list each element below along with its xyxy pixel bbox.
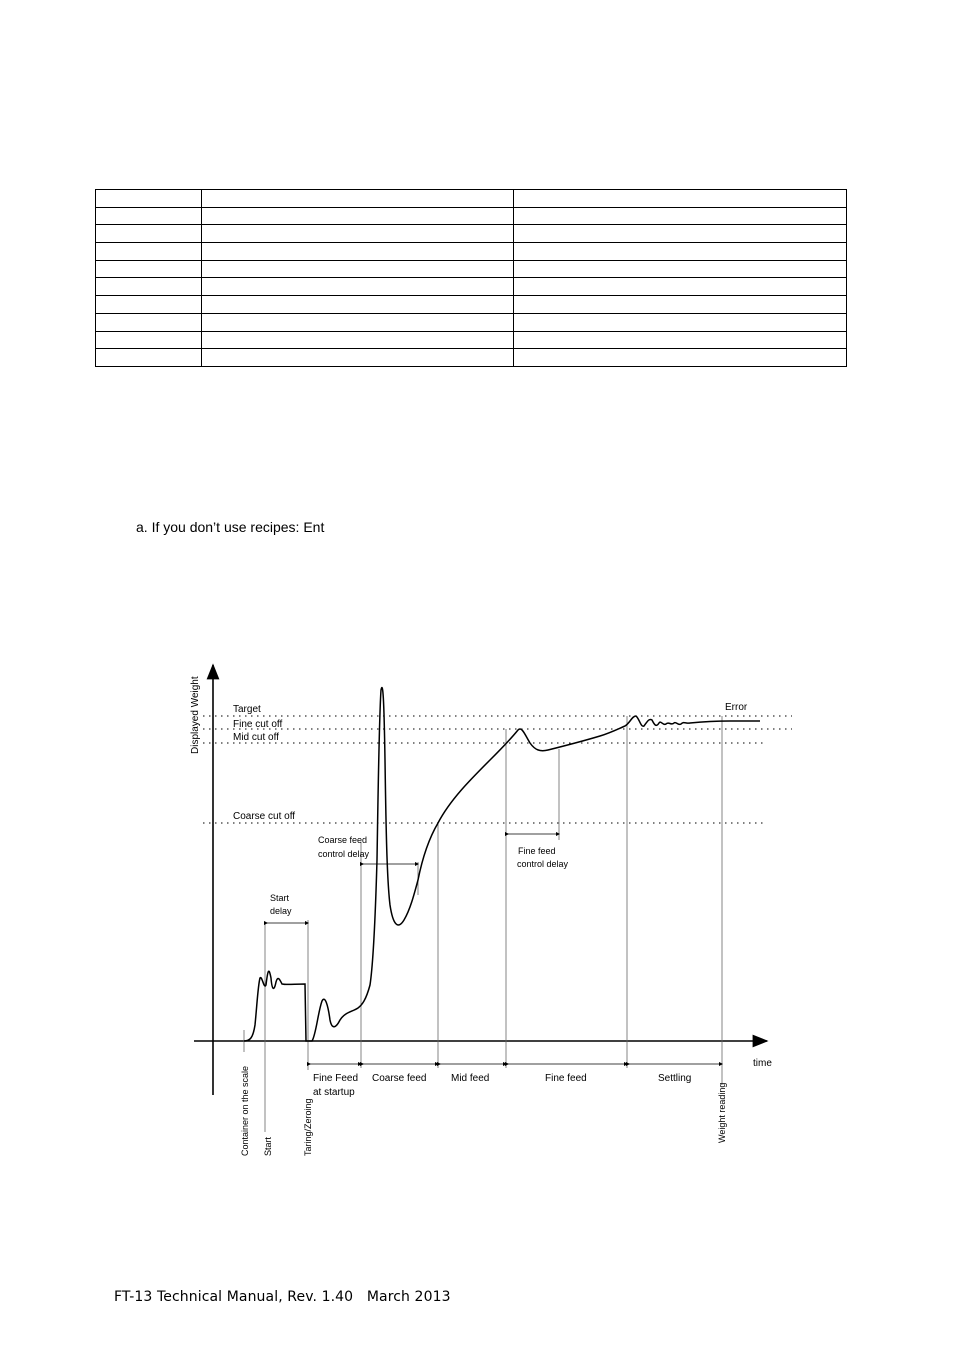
fine-delay-label-2: control delay bbox=[517, 859, 569, 869]
target-label: Target bbox=[233, 704, 261, 715]
page-footer: FT-13 Technical Manual, Rev. 1.40 March 2013 bbox=[114, 1289, 451, 1305]
phase-mid-label: Mid feed bbox=[451, 1073, 490, 1084]
event-taring-label: Taring/Zeroing bbox=[303, 1098, 313, 1156]
phase-settling-label: Settling bbox=[658, 1073, 692, 1084]
event-weight-reading-label: Weight reading bbox=[717, 1082, 727, 1143]
fine-delay-label-1: Fine feed bbox=[518, 846, 556, 856]
event-container-label: Container on the scale bbox=[240, 1065, 250, 1156]
phase-fine-label: Fine feed bbox=[545, 1073, 587, 1084]
x-axis-label: time bbox=[753, 1058, 772, 1069]
mid-cut-off-label: Mid cut off bbox=[233, 732, 279, 743]
phase-fine-startup-label-1: Fine Feed bbox=[313, 1073, 359, 1084]
coarse-delay-label-1: Coarse feed bbox=[318, 835, 368, 845]
coarse-cut-off-label: Coarse cut off bbox=[233, 811, 296, 822]
error-label: Error bbox=[725, 702, 748, 713]
instruction-paragraph: a. If you don’t use recipes: Ent bbox=[136, 519, 325, 535]
start-delay-label-2: delay bbox=[270, 906, 292, 916]
y-axis-label: Displayed Weight bbox=[190, 676, 201, 754]
coarse-delay-label-2: control delay bbox=[318, 849, 370, 859]
weight-curve bbox=[244, 688, 760, 1041]
phase-fine-startup-label-2: at startup bbox=[313, 1087, 355, 1098]
fine-cut-off-label: Fine cut off bbox=[233, 719, 283, 730]
start-delay-label-1: Start bbox=[270, 893, 290, 903]
event-start-label: Start bbox=[263, 1136, 273, 1156]
phase-coarse-label: Coarse feed bbox=[372, 1073, 427, 1084]
